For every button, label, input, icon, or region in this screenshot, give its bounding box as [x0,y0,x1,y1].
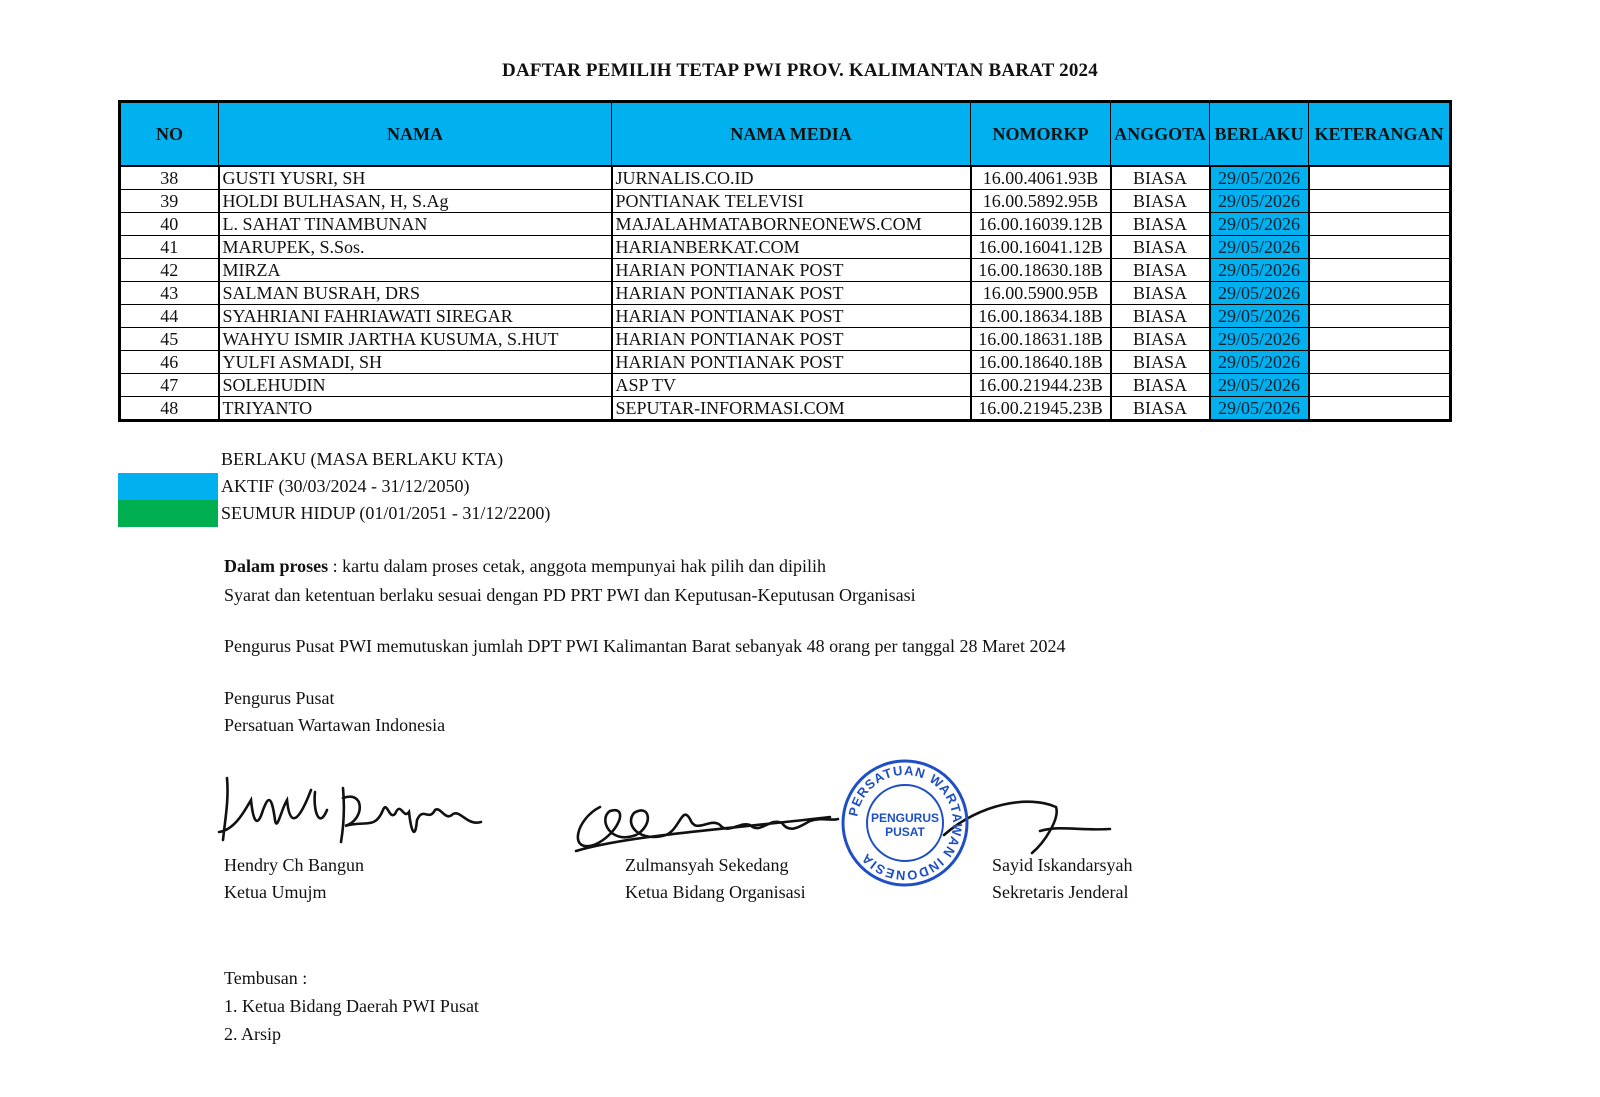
header-nomorkp: NOMORKP [971,102,1111,167]
cell-berlaku: 29/05/2026 [1210,305,1309,328]
signatory-3 [992,852,1132,906]
cell-no: 41 [120,236,219,259]
table-row [120,282,1451,305]
note-keputusan: Pengurus Pusat PWI memutuskan jumlah DPT PWI Kalimantan Barat sebanyak 48 orang per tanggal 28 Maret 2024 [224,636,1066,656]
table-row [120,305,1451,328]
cell-berlaku: 29/05/2026 [1210,259,1309,282]
table-row [120,213,1451,236]
cell-nama: L. SAHAT TINAMBUNAN [219,213,612,236]
cell-no: 44 [120,305,219,328]
cell-keterangan [1309,397,1451,421]
cell-no: 45 [120,328,219,351]
document-title: DAFTAR PEMILIH TETAP PWI PROV. KALIMANTAN BARAT 2024 [502,60,1098,81]
cell-nama-media: ASP TV [612,374,971,397]
legend-swatch-blue [118,473,218,500]
cell-no: 46 [120,351,219,374]
cell-nama: SALMAN BUSRAH, DRS [219,282,612,305]
table-row [120,236,1451,259]
header-no: NO [120,102,219,167]
signatory-1-name: Hendry Ch Bangun [224,855,364,875]
cell-nama-media: SEPUTAR-INFORMASI.COM [612,397,971,421]
table-row [120,166,1451,190]
cell-berlaku: 29/05/2026 [1210,166,1309,190]
cell-berlaku: 29/05/2026 [1210,351,1309,374]
cell-keterangan [1309,328,1451,351]
cell-nama-media: HARIAN PONTIANAK POST [612,328,971,351]
table-row [120,190,1451,213]
cell-anggota: BIASA [1111,397,1210,421]
cell-no: 42 [120,259,219,282]
cell-berlaku: 29/05/2026 [1210,213,1309,236]
table-row [120,351,1451,374]
cell-nama: MIRZA [219,259,612,282]
note-proses-label: Dalam proses [224,556,329,576]
legend-label-seumur-hidup: SEUMUR HIDUP (01/01/2051 - 31/12/2200) [221,503,551,523]
cell-nama-media: HARIANBERKAT.COM [612,236,971,259]
cell-nama: WAHYU ISMIR JARTHA KUSUMA, S.HUT [219,328,612,351]
cell-keterangan [1309,166,1451,190]
note-proses-text: : kartu dalam proses cetak, anggota mempunyai hak pilih dan dipilih [328,556,827,576]
cell-nomorkp: 16.00.16041.12B [971,236,1111,259]
cell-nomorkp: 16.00.4061.93B [971,166,1111,190]
tembusan-heading: Tembusan : [224,968,308,988]
signatory-1 [224,852,364,906]
stamp-inner-line1: PENGURUS [870,811,940,825]
legend-heading: BERLAKU (MASA BERLAKU KTA) [221,449,504,469]
legend-label-aktif: AKTIF (30/03/2024 - 31/12/2050) [221,476,470,496]
cell-no: 38 [120,166,219,190]
signatory-1-role: Ketua Umujm [224,882,327,902]
cell-keterangan [1309,259,1451,282]
cell-berlaku: 29/05/2026 [1210,328,1309,351]
cell-keterangan [1309,351,1451,374]
table-row [120,259,1451,282]
org-line2: Persatuan Wartawan Indonesia [224,715,446,735]
cell-keterangan [1309,236,1451,259]
header-anggota: ANGGOTA [1111,102,1210,167]
header-nama: NAMA [219,102,612,167]
cell-nomorkp: 16.00.18640.18B [971,351,1111,374]
cell-no: 43 [120,282,219,305]
cell-nama: SYAHRIANI FAHRIAWATI SIREGAR [219,305,612,328]
note-syarat: Syarat dan ketentuan berlaku sesuai dengan PD PRT PWI dan Keputusan-Keputusan Organisasi [224,585,916,605]
cell-nomorkp: 16.00.18631.18B [971,328,1111,351]
stamp-seal [840,758,970,888]
cell-anggota: BIASA [1111,351,1210,374]
cell-nama-media: HARIAN PONTIANAK POST [612,259,971,282]
cell-nama: GUSTI YUSRI, SH [219,166,612,190]
cell-keterangan [1309,190,1451,213]
cell-berlaku: 29/05/2026 [1210,282,1309,305]
cell-anggota: BIASA [1111,374,1210,397]
cell-keterangan [1309,213,1451,236]
cell-nomorkp: 16.00.16039.12B [971,213,1111,236]
table-row [120,397,1451,421]
cell-nomorkp: 16.00.21944.23B [971,374,1111,397]
cell-nomorkp: 16.00.21945.23B [971,397,1111,421]
cell-nomorkp: 16.00.18634.18B [971,305,1111,328]
signatory-2-name: Zulmansyah Sekedang [625,855,789,875]
legend-swatch-green [118,500,218,527]
cell-no: 40 [120,213,219,236]
cell-berlaku: 29/05/2026 [1210,236,1309,259]
signatory-2 [625,852,806,906]
legend-item-aktif [118,473,550,500]
cell-anggota: BIASA [1111,190,1210,213]
cell-keterangan [1309,305,1451,328]
stamp-outer-text: PERSATUAN WARTAWAN INDONESIA [845,762,966,884]
cell-nama-media: HARIAN PONTIANAK POST [612,305,971,328]
cell-no: 39 [120,190,219,213]
cell-nama: YULFI ASMADI, SH [219,351,612,374]
cell-nama-media: HARIAN PONTIANAK POST [612,351,971,374]
cell-keterangan [1309,374,1451,397]
cell-nomorkp: 16.00.5900.95B [971,282,1111,305]
cell-nomorkp: 16.00.18630.18B [971,259,1111,282]
signatory-3-role: Sekretaris Jenderal [992,882,1129,902]
cell-anggota: BIASA [1111,166,1210,190]
cell-keterangan [1309,282,1451,305]
cell-anggota: BIASA [1111,282,1210,305]
signatory-2-role: Ketua Bidang Organisasi [625,882,806,902]
signature-1-drawing [215,770,485,850]
legend-item-seumur-hidup [118,500,550,527]
note-proses [224,552,1066,581]
table-row [120,374,1451,397]
cell-anggota: BIASA [1111,305,1210,328]
cell-nama: HOLDI BULHASAN, H, S.Ag [219,190,612,213]
tembusan [224,964,479,1048]
cell-berlaku: 29/05/2026 [1210,190,1309,213]
cell-nama-media: MAJALAHMATABORNEONEWS.COM [612,213,971,236]
org-line1: Pengurus Pusat [224,688,335,708]
cell-nama: MARUPEK, S.Sos. [219,236,612,259]
table-header-row [120,102,1451,167]
cell-nama-media: JURNALIS.CO.ID [612,166,971,190]
cell-anggota: BIASA [1111,328,1210,351]
cell-nama-media: HARIAN PONTIANAK POST [612,282,971,305]
stamp-inner-line2: PUSAT [885,825,925,839]
header-nama-media: NAMA MEDIA [612,102,971,167]
tembusan-item-1: 1. Ketua Bidang Daerah PWI Pusat [224,996,479,1016]
notes [224,552,1066,739]
cell-berlaku: 29/05/2026 [1210,374,1309,397]
header-berlaku: BERLAKU [1210,102,1309,167]
header-keterangan: KETERANGAN [1309,102,1451,167]
cell-anggota: BIASA [1111,259,1210,282]
signatory-3-name: Sayid Iskandarsyah [992,855,1133,875]
table-body [120,166,1451,421]
cell-no: 48 [120,397,219,421]
tembusan-item-2: 2. Arsip [224,1024,282,1044]
cell-nama: SOLEHUDIN [219,374,612,397]
cell-berlaku: 29/05/2026 [1210,397,1309,421]
cell-nomorkp: 16.00.5892.95B [971,190,1111,213]
table-row [120,328,1451,351]
legend [118,446,550,527]
cell-anggota: BIASA [1111,236,1210,259]
cell-nama: TRIYANTO [219,397,612,421]
voter-table [118,100,1452,422]
cell-anggota: BIASA [1111,213,1210,236]
cell-no: 47 [120,374,219,397]
cell-nama-media: PONTIANAK TELEVISI [612,190,971,213]
